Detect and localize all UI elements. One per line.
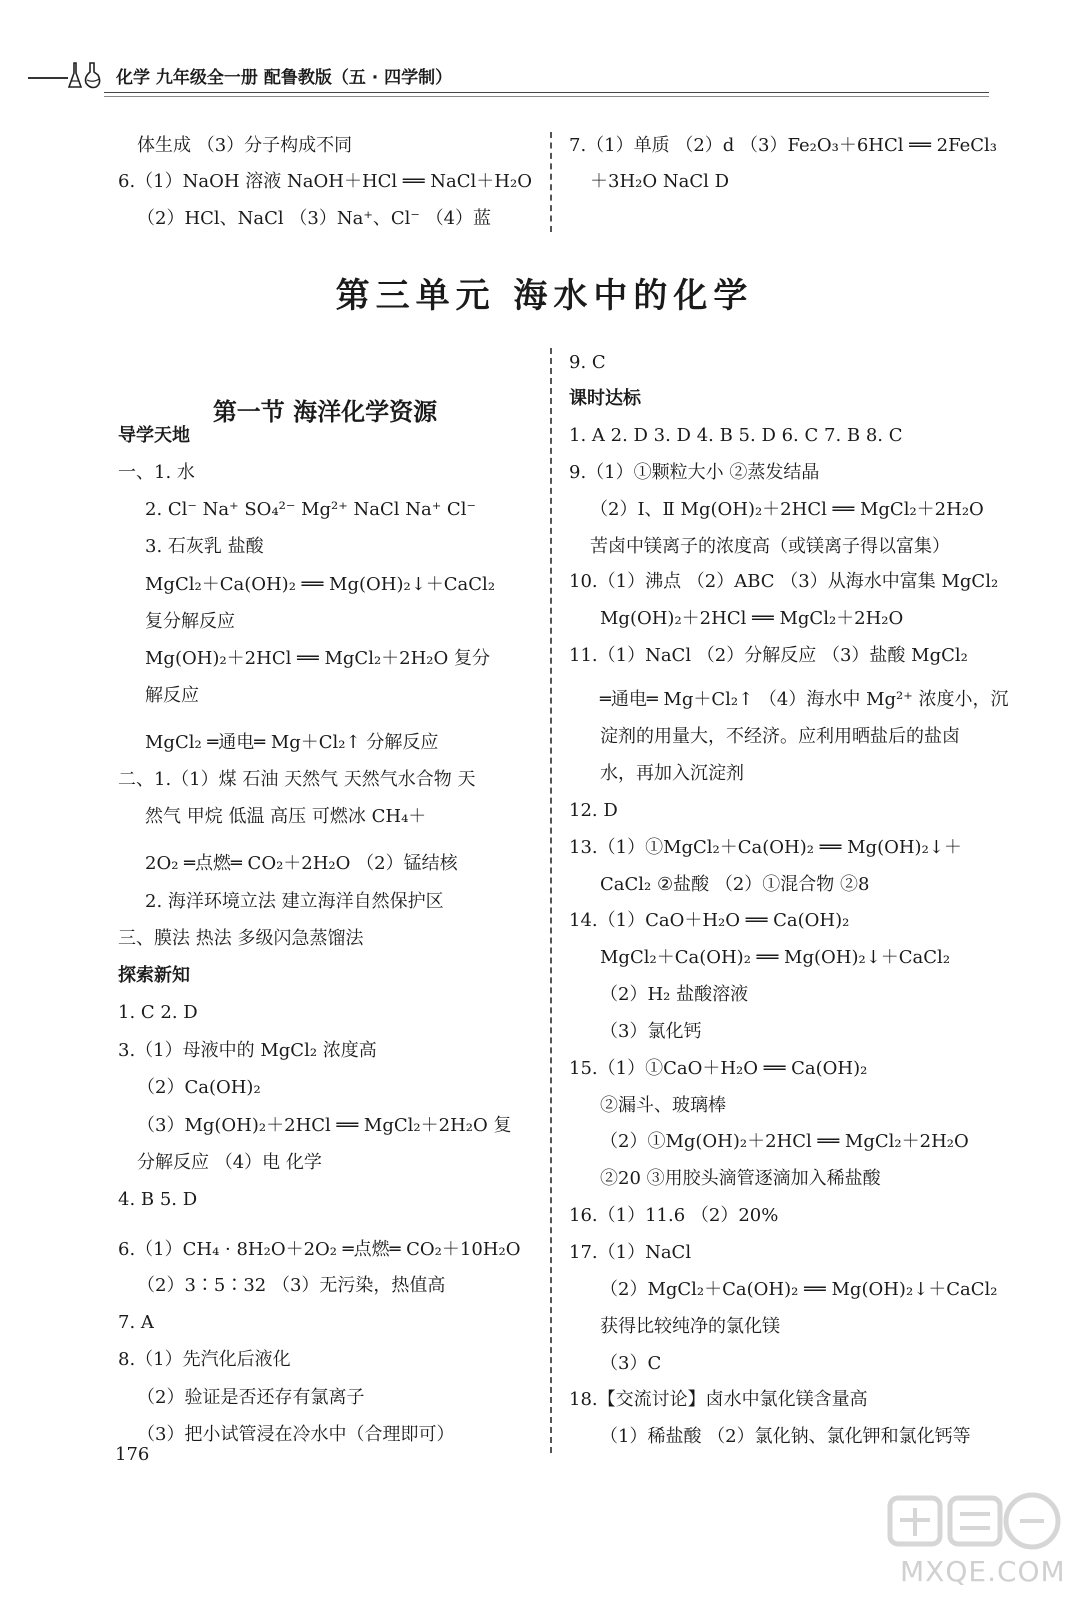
text-line: 水，再加入沉淀剂 bbox=[600, 763, 744, 784]
text-line: （2）MgCl₂＋Ca(OH)₂ ══ Mg(OH)₂↓＋CaCl₂ bbox=[600, 1279, 998, 1300]
header-title: 化学 九年级全一册 配鲁教版（五 · 四学制） bbox=[116, 68, 453, 88]
flask-icon bbox=[68, 59, 104, 91]
text-line: 1. C 2. D bbox=[118, 1002, 198, 1023]
text-line: 6.（1）CH₄ · 8H₂O＋2O₂ ═点燃═ CO₂＋10H₂O bbox=[118, 1239, 521, 1260]
text-line: 3.（1）母液中的 MgCl₂ 浓度高 bbox=[118, 1040, 377, 1061]
text-line: 9.（1）①颗粒大小 ②蒸发结晶 bbox=[569, 462, 820, 483]
text-line: 15.（1）①CaO＋H₂O ══ Ca(OH)₂ bbox=[569, 1058, 868, 1079]
text-line: 解反应 bbox=[145, 685, 199, 706]
text-line: （3）Mg(OH)₂＋2HCl ══ MgCl₂＋2H₂O 复 bbox=[137, 1115, 512, 1136]
text-line: （2）验证是否还存有氯离子 bbox=[137, 1387, 365, 1408]
heading-guide: 导学天地 bbox=[118, 425, 190, 446]
text-line: 一、1. 水 bbox=[118, 462, 195, 483]
text-line: 6.（1）NaOH 溶液 NaOH＋HCl ══ NaCl＋H₂O bbox=[118, 171, 532, 192]
text-line: 12. D bbox=[569, 800, 618, 821]
text-line: 苦卤中镁离子的浓度高（或镁离子得以富集） bbox=[590, 536, 950, 557]
text-line: 获得比较纯净的氯化镁 bbox=[600, 1316, 780, 1337]
text-line: CaCl₂ ②盐酸 （2）①混合物 ②8 bbox=[600, 874, 870, 895]
text-line: （1）稀盐酸 （2）氯化钠、氯化钾和氯化钙等 bbox=[600, 1426, 971, 1447]
text-line: 7.（1）单质 （2）d （3）Fe₂O₃＋6HCl ══ 2FeCl₃ bbox=[569, 135, 997, 156]
text-line: 14.（1）CaO＋H₂O ══ Ca(OH)₂ bbox=[569, 910, 850, 931]
column-divider-top bbox=[550, 132, 552, 232]
text-line: 淀剂的用量大，不经济。应利用晒盐后的盐卤 bbox=[600, 726, 960, 747]
watermark-text: MXQE.COM bbox=[900, 1555, 1066, 1588]
text-line: 2O₂ ═点燃═ CO₂＋2H₂O （2）锰结核 bbox=[145, 853, 458, 874]
text-line: （2）Ca(OH)₂ bbox=[137, 1077, 261, 1098]
text-line: （2）Ⅰ、Ⅱ Mg(OH)₂＋2HCl ══ MgCl₂＋2H₂O bbox=[590, 499, 984, 520]
text-line: 16.（1）11.6 （2）20% bbox=[569, 1205, 779, 1226]
text-line: 11.（1）NaCl （2）分解反应 （3）盐酸 MgCl₂ bbox=[569, 645, 968, 666]
text-line: 7. A bbox=[118, 1312, 154, 1333]
text-line: 18.【交流讨论】卤水中氯化镁含量高 bbox=[569, 1389, 868, 1410]
page-number: 176 bbox=[115, 1444, 150, 1465]
text-line: 分解反应 （4）电 化学 bbox=[137, 1152, 322, 1173]
text-line: （2）H₂ 盐酸溶液 bbox=[600, 984, 749, 1005]
header-rule bbox=[104, 92, 989, 93]
text-line: ②20 ③用胶头滴管逐滴加入稀盐酸 bbox=[600, 1168, 881, 1189]
text-line: ＋3H₂O NaCl D bbox=[590, 171, 730, 192]
text-line: 二、1.（1）煤 石油 天然气 天然气水合物 天 bbox=[118, 769, 476, 790]
text-line: 17.（1）NaCl bbox=[569, 1242, 692, 1263]
header-rule-thin bbox=[104, 96, 989, 97]
text-line: Mg(OH)₂＋2HCl ══ MgCl₂＋2H₂O bbox=[600, 608, 904, 629]
heading-explore: 探索新知 bbox=[118, 965, 190, 986]
text-line: （3）把小试管浸在冷水中（合理即可） bbox=[137, 1424, 455, 1445]
text-line: 13.（1）①MgCl₂＋Ca(OH)₂ ══ Mg(OH)₂↓＋ bbox=[569, 837, 962, 858]
text-line: 9. C bbox=[569, 352, 606, 373]
text-line: 2. Cl⁻ Na⁺ SO₄²⁻ Mg²⁺ NaCl Na⁺ Cl⁻ bbox=[145, 499, 476, 520]
text-line: MgCl₂＋Ca(OH)₂ ══ Mg(OH)₂↓＋CaCl₂ bbox=[600, 947, 951, 968]
text-line: （2）3∶5∶32 （3）无污染，热值高 bbox=[137, 1275, 446, 1296]
text-line: 体生成 （3）分子构成不同 bbox=[137, 135, 353, 156]
text-line: 复分解反应 bbox=[145, 611, 235, 632]
text-line: Mg(OH)₂＋2HCl ══ MgCl₂＋2H₂O 复分 bbox=[145, 648, 491, 669]
text-line: 2. 海洋环境立法 建立海洋自然保护区 bbox=[145, 891, 444, 912]
text-line: （2）①Mg(OH)₂＋2HCl ══ MgCl₂＋2H₂O bbox=[600, 1131, 969, 1152]
unit-title: 第三单元 海水中的化学 bbox=[335, 276, 754, 316]
text-line: （2）HCl、NaCl （3）Na⁺、Cl⁻ （4）蓝 bbox=[137, 208, 492, 229]
text-line: 10.（1）沸点 （2）ABC （3）从海水中富集 MgCl₂ bbox=[569, 571, 999, 592]
text-line: （3）C bbox=[600, 1353, 662, 1374]
text-line: 8.（1）先汽化后液化 bbox=[118, 1349, 291, 1370]
text-line: ═通电═ Mg＋Cl₂↑ （4）海水中 Mg²⁺ 浓度小，沉 bbox=[600, 689, 1009, 710]
text-line: 三、膜法 热法 多级闪急蒸馏法 bbox=[118, 928, 364, 949]
text-line: MgCl₂＋Ca(OH)₂ ══ Mg(OH)₂↓＋CaCl₂ bbox=[145, 574, 496, 595]
page-header bbox=[0, 55, 1089, 100]
column-divider-main bbox=[550, 348, 552, 1453]
text-line: ②漏斗、玻璃棒 bbox=[600, 1095, 726, 1116]
text-line: 1. A 2. D 3. D 4. B 5. D 6. C 7. B 8. C bbox=[569, 425, 903, 446]
text-line: 然气 甲烷 低温 高压 可燃冰 CH₄＋ bbox=[145, 806, 427, 827]
text-line: MgCl₂ ═通电═ Mg＋Cl₂↑ 分解反应 bbox=[145, 732, 439, 753]
header-left-rule bbox=[28, 77, 68, 79]
text-line: （3）氯化钙 bbox=[600, 1021, 702, 1042]
text-line: 4. B 5. D bbox=[118, 1189, 198, 1210]
heading-class-practice: 课时达标 bbox=[569, 388, 641, 409]
text-line: 3. 石灰乳 盐酸 bbox=[145, 536, 264, 557]
section-title: 第一节 海洋化学资源 bbox=[212, 398, 438, 426]
